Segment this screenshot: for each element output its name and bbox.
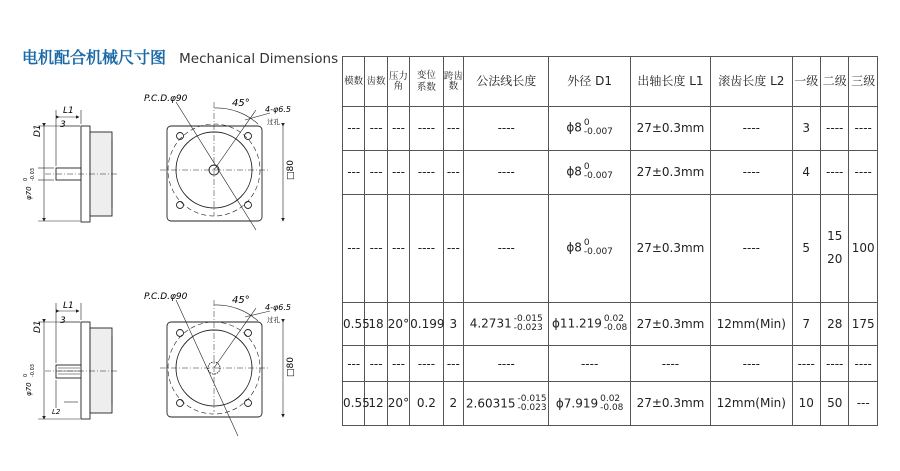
svg-text:0: 0	[23, 177, 29, 181]
header-shaft-length: 出轴长度 L1	[630, 57, 710, 107]
front-view-bottom	[160, 300, 283, 436]
label-hole-top: 4-φ6.5	[265, 105, 291, 114]
table-row: 0.55 18 20° 0.199 3 4.2731 -0.015 -0.023 ϕ11.219 0.02 -0.08 27±0.3mm 12mm(Min) 7 28 175	[343, 302, 878, 346]
label-square-top: □80	[286, 160, 296, 180]
header-pressure-angle: 压力角	[387, 57, 409, 107]
label-square-bottom: □80	[286, 357, 296, 377]
front-view-top	[160, 102, 283, 230]
label-l2-bottom: L2	[52, 408, 61, 416]
label-hole-note-top: 过孔	[267, 118, 280, 126]
header-outer-diameter: 外径 D1	[549, 57, 630, 107]
table-header-row	[343, 57, 878, 107]
header-stage1: 一级	[792, 57, 820, 107]
label-pcd-top: P.C.D.φ90	[144, 94, 188, 104]
title-english: Mechanical Dimensions	[179, 51, 339, 67]
label-l1-bottom: L1	[63, 301, 74, 311]
label-3-bottom: 3	[60, 316, 66, 326]
header-stage2: 二级	[820, 57, 848, 107]
label-3-top: 3	[60, 120, 66, 130]
label-l1-top: L1	[63, 106, 74, 116]
header-module: 模数	[343, 57, 365, 107]
table-row: 0.55 12 20° 0.2 2 2.60315 -0.015 -0.023 ϕ7.919 0.02 -0.08 27±0.3mm 12mm(Min) 10 50 ---	[343, 382, 878, 426]
mechanical-drawing	[0, 0, 340, 471]
cell-wk: 4.2731 -0.015 -0.023	[464, 302, 549, 346]
table-row: --- --- --- ---- --- ---- ϕ8 0 -0.007 27±0.3mm ---- 4 ---- ----	[343, 150, 878, 194]
cell-d1: ϕ7.919 0.02 -0.08	[549, 382, 630, 426]
label-shaft-dia-top: φ70	[25, 186, 33, 200]
label-d1-bottom: D1	[33, 320, 43, 333]
header-hob-length: 滚齿长度 L2	[711, 57, 792, 107]
label-pcd-bottom: P.C.D.φ90	[144, 292, 188, 302]
title-chinese: 电机配合机械尺寸图	[22, 48, 167, 67]
header-teeth: 齿数	[365, 57, 387, 107]
label-hole-bottom: 4-φ6.5	[265, 303, 291, 312]
cell-d1: ϕ11.219 0.02 -0.08	[549, 302, 630, 346]
header-base-tangent-length: 公法线长度	[464, 57, 549, 107]
label-hole-note-bottom: 过孔	[267, 316, 280, 324]
header-stage3: 三级	[849, 57, 878, 107]
cell-stage2-split: 15 20	[820, 194, 848, 302]
cell-d1: ϕ8 0 -0.007	[549, 107, 630, 151]
label-angle-top: 45°	[232, 98, 250, 109]
cell-d1: ϕ8 0 -0.007	[549, 150, 630, 194]
svg-text:-0.03: -0.03	[30, 168, 36, 181]
svg-text:0: 0	[23, 373, 29, 377]
header-shift-coefficient: 变位系数	[410, 57, 444, 107]
cell-wk: 2.60315 -0.015 -0.023	[464, 382, 549, 426]
cell-d1: ϕ8 0 -0.007	[549, 194, 630, 302]
table-row: --- --- --- ---- --- ---- ϕ8 0 -0.007 27±0.3mm ---- 3 ---- ----	[343, 107, 878, 151]
table-row: --- --- --- ---- --- ---- ---- ---- ---- ---- ---- ----	[343, 346, 878, 382]
side-view-bottom	[38, 303, 118, 419]
label-d1-top: D1	[33, 124, 43, 137]
label-angle-bottom: 45°	[232, 295, 250, 306]
side-view-top	[38, 110, 118, 222]
spec-table	[342, 56, 878, 426]
label-shaft-dia-bottom: φ70	[25, 382, 33, 396]
header-span-teeth: 跨齿数	[443, 57, 463, 107]
table-row: --- --- --- ---- --- ---- ϕ8 0 -0.007 27±0.3mm ---- 5 15 20 100	[343, 194, 878, 302]
svg-text:-0.03: -0.03	[30, 364, 36, 377]
